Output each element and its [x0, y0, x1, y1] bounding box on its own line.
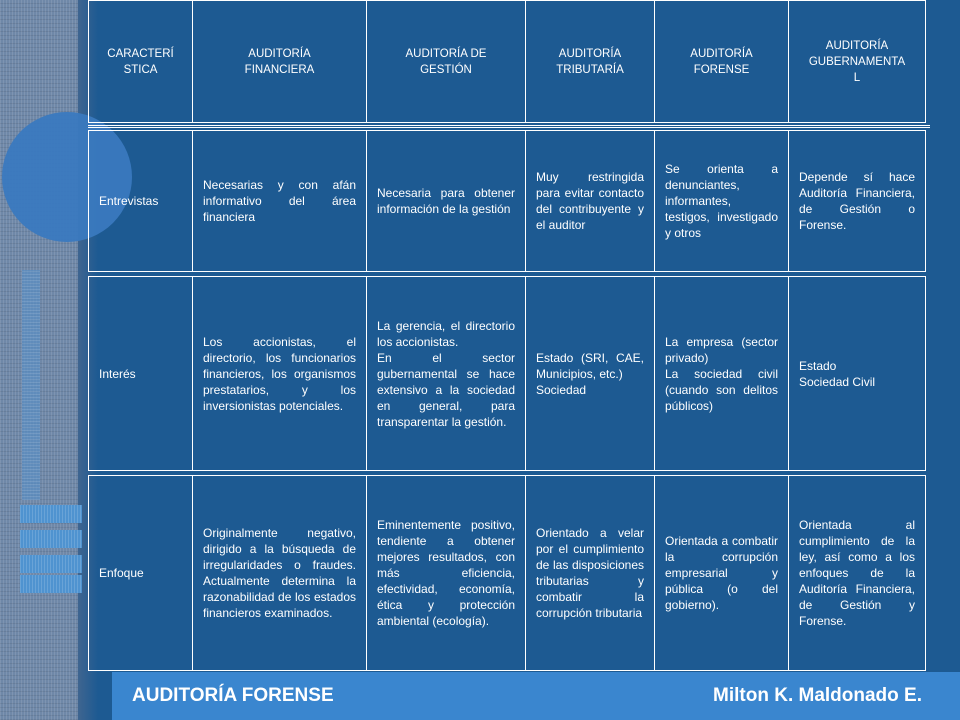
table-cell: Los accionistas, el directorio, los funcionarios financieros, los organismos prestatarios, y los inversionistas potenciales.: [192, 276, 367, 471]
table-cell: Orientado a velar por el cumplimiento de las disposiciones tributarias y combatir la corrupción tributaria: [525, 475, 655, 671]
header-cell-tributaria: AUDITORÍA TRIBUTARÍA: [525, 0, 655, 123]
header-cell-gestion: AUDITORÍA DE GESTIÓN: [366, 0, 526, 123]
decorative-bar: [20, 530, 82, 548]
decorative-bar: [20, 505, 82, 523]
table-cell: Estado (SRI, CAE, Municipios, etc.) Sociedad: [525, 276, 655, 471]
decorative-bar: [20, 575, 82, 593]
table-cell: Orientada al cumplimiento de la ley, así como a los enfoques de la Auditoría Financiera, de Gestión y Forense.: [788, 475, 926, 671]
table-cell: Se orienta a denunciantes, informantes, testigos, investigado y otros: [654, 130, 789, 272]
row-label: Entrevistas: [88, 130, 193, 272]
header-cell-financiera: AUDITORÍA FINANCIERA: [192, 0, 367, 123]
table-row: [88, 475, 930, 671]
decorative-bar: [20, 555, 82, 573]
header-cell-caracteristica: CARACTERÍ STICA: [88, 0, 193, 123]
table-cell: Muy restringida para evitar contacto del contribuyente y el auditor: [525, 130, 655, 272]
table-cell: Orientada a combatir la corrupción empresarial y pública (o del gobierno).: [654, 475, 789, 671]
decorative-vertical-bar: [22, 270, 40, 500]
row-label: Interés: [88, 276, 193, 471]
table-row: [88, 130, 930, 272]
table-row: [88, 276, 930, 471]
row-label: Enfoque: [88, 475, 193, 671]
header-cell-forense: AUDITORÍA FORENSE: [654, 0, 789, 123]
table-cell: Necesarias y con afán informativo del área financiera: [192, 130, 367, 272]
table-cell: La empresa (sector privado) La sociedad civil (cuando son delitos públicos): [654, 276, 789, 471]
slide-footer: [112, 672, 960, 720]
footer-title: AUDITORÍA FORENSE: [132, 685, 334, 706]
header-divider: [88, 125, 930, 128]
table-header-row: [88, 0, 930, 123]
table-cell: Eminentemente positivo, tendiente a obtener mejores resultados, con más eficiencia, efectividad, economía, ética y protección ambiental (ecología).: [366, 475, 526, 671]
table-cell: Estado Sociedad Civil: [788, 276, 926, 471]
table-cell: La gerencia, el directorio los accionistas. En el sector gubernamental se hace extensivo a la sociedad en general, para transparentar la gestión.: [366, 276, 526, 471]
footer-author: Milton K. Maldonado E.: [713, 685, 922, 706]
table-cell: Depende sí hace Auditoría Financiera, de Gestión o Forense.: [788, 130, 926, 272]
table-cell: Necesaria para obtener información de la gestión: [366, 130, 526, 272]
header-cell-gubernamental: AUDITORÍA GUBERNAMENTA L: [788, 0, 926, 123]
comparison-table: [88, 0, 930, 670]
table-cell: Originalmente negativo, dirigido a la búsqueda de irregularidades o fraudes. Actualmente determina la razonabilidad de los estados financieros examinados.: [192, 475, 367, 671]
